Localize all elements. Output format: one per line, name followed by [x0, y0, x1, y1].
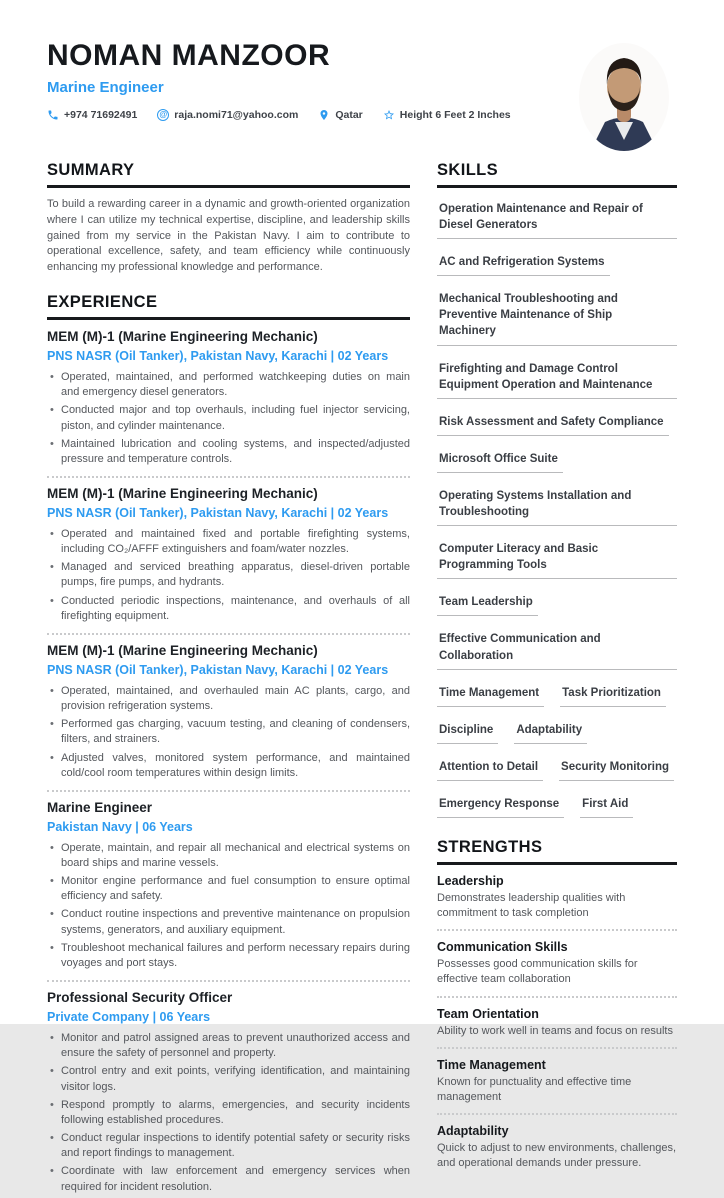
summary-text: To build a rewarding career in a dynamic and growth-oriented organization where I can utilize my technical expertise, discipline, and leadership skills gained from my service in the Pakistan Navy. I aim to contribute to operational excellence, safety, and team efficiency while continuously enhancing my professional knowledge and performance. [47, 198, 410, 274]
strength-item [437, 874, 677, 931]
skill-item: Firefighting and Damage Control Equipment Operation and Maintenance [437, 361, 677, 399]
strength-title: Communication Skills [437, 940, 568, 955]
profile-photo-image [578, 42, 670, 152]
strength-divider [437, 996, 677, 998]
strength-divider [437, 929, 677, 931]
entry-bullets [47, 527, 410, 624]
contact-email [157, 109, 298, 121]
skill-item: Discipline [437, 722, 498, 744]
skill-item: AC and Refrigeration Systems [437, 254, 610, 276]
entry-subtitle: PNS NASR (Oil Tanker), Pakistan Navy, Karachi | 02 Years [47, 505, 389, 520]
experience-entry [47, 800, 410, 982]
entry-divider [47, 476, 410, 478]
skill-item: Time Management [437, 685, 544, 707]
entry-bullets [47, 1031, 410, 1195]
bullet: • Respond promptly to alarms, emergencies, and security incidents following established procedures. [61, 1098, 410, 1128]
bullet: • Operate, maintain, and repair all mechanical and electrical systems on board ships and marine vessels. [61, 841, 410, 871]
contact-location [318, 109, 362, 121]
bullet: • Managed and serviced breathing apparatus, diesel-driven portable pumps, fire pumps, and hydrants. [61, 560, 410, 590]
entry-subtitle: Private Company | 06 Years [47, 1009, 211, 1024]
skill-item: Emergency Response [437, 796, 564, 818]
skill-item: Microsoft Office Suite [437, 451, 563, 473]
entry-title: MEM (M)-1 (Marine Engineering Mechanic) [47, 642, 318, 658]
profile-photo [578, 42, 670, 152]
skills-heading: SKILLS [437, 161, 677, 188]
skill-item: Task Prioritization [560, 685, 666, 707]
bullet: • Operated, maintained, and performed watchkeeping duties on main and emergency diesel generators. [61, 370, 410, 400]
strength-divider [437, 1047, 677, 1049]
bullet: • Conduct routine inspections and preventive maintenance on propulsion systems, generators, and auxiliary equipment. [61, 907, 410, 937]
skill-item: Operation Maintenance and Repair of Diesel Generators [437, 201, 677, 239]
bullet: • Operated and maintained fixed and portable firefighting systems, including CO₂/AFFF extinguishers and foam/water nozzles. [61, 527, 410, 557]
bullet: • Maintained lubrication and cooling systems, and inspected/adjusted pressure and temperature controls. [61, 437, 410, 467]
bullet: • Monitor engine performance and fuel consumption to ensure optimal efficiency and safety. [61, 874, 410, 904]
strength-item [437, 1058, 677, 1115]
strength-divider [437, 1113, 677, 1115]
bullet: • Adjusted valves, monitored system performance, and maintained cold/cool room temperatures within design limits. [61, 751, 410, 781]
entry-bullets [47, 370, 410, 467]
phone-number: +974 71692491 [64, 108, 138, 121]
skill-item: Operating Systems Installation and Troubleshooting [437, 488, 677, 526]
left-column [47, 161, 410, 1198]
entry-title: MEM (M)-1 (Marine Engineering Mechanic) [47, 329, 318, 345]
entry-subtitle: Pakistan Navy | 06 Years [47, 819, 193, 834]
strength-description: Possesses good communication skills for effective team collaboration [437, 958, 638, 986]
skills-section [437, 161, 677, 818]
experience-entry [47, 486, 410, 635]
strength-title: Adaptability [437, 1124, 509, 1139]
strength-description: Quick to adjust to new environments, challenges, and operational demands under pressure. [437, 1142, 677, 1170]
person-name: NOMAN MANZOOR [47, 39, 331, 72]
strengths-section [437, 838, 677, 1172]
strength-description: Ability to work well in teams and focus on results [437, 1024, 673, 1037]
bullet: • Performed gas charging, vacuum testing, and cleaning of condensers, filters, and strainers. [61, 717, 410, 747]
experience-entry [47, 643, 410, 792]
entry-divider [47, 633, 410, 635]
strength-item [437, 1007, 677, 1049]
strength-description: Demonstrates leadership qualities with commitment to task completion [437, 891, 626, 920]
skill-item: Effective Communication and Collaboration [437, 631, 677, 669]
entry-subtitle: PNS NASR (Oil Tanker), Pakistan Navy, Karachi | 02 Years [47, 662, 389, 677]
bullet: • Troubleshoot mechanical failures and perform necessary repairs during voyages and port stays. [61, 941, 410, 971]
skill-item: First Aid [580, 796, 633, 818]
star-icon [383, 109, 395, 121]
right-column [437, 161, 677, 1198]
skill-item: Attention to Detail [437, 759, 543, 781]
entry-bullets [47, 684, 410, 781]
strength-item [437, 940, 677, 997]
entry-title: Professional Security Officer [47, 990, 233, 1006]
experience-section [47, 293, 410, 1195]
entry-title: Marine Engineer [47, 799, 153, 815]
email-address: raja.nomi71@yahoo.com [174, 108, 299, 121]
bullet: • Conducted periodic inspections, maintenance, and overhauls of all firefighting equipment. [61, 594, 410, 624]
job-title: Marine Engineer [47, 78, 164, 96]
bullet: • Coordinate with law enforcement and emergency services when required for incident resolution. [61, 1164, 410, 1194]
contact-phone [47, 109, 137, 121]
strength-description: Known for punctuality and effective time management [437, 1075, 632, 1103]
skill-item: Security Monitoring [559, 759, 674, 781]
height-text: Height 6 Feet 2 Inches [399, 108, 511, 121]
skill-item: Team Leadership [437, 594, 538, 616]
skills-list [437, 201, 677, 818]
phone-icon [47, 109, 59, 121]
email-icon: @ [157, 109, 169, 121]
bullet: • Operated, maintained, and overhauled main AC plants, cargo, and provision refrigeration systems. [61, 684, 410, 714]
skill-item: Risk Assessment and Safety Compliance [437, 414, 669, 436]
bullet: • Control entry and exit points, verifying identification, and maintaining visitor logs. [61, 1064, 410, 1094]
strength-title: Time Management [437, 1057, 546, 1072]
experience-entry [47, 990, 410, 1195]
strength-title: Leadership [437, 873, 504, 888]
location-text: Qatar [335, 108, 363, 121]
content-columns [47, 161, 677, 1198]
entry-subtitle: PNS NASR (Oil Tanker), Pakistan Navy, Karachi | 02 Years [47, 349, 389, 364]
experience-heading: EXPERIENCE [47, 293, 410, 320]
entry-bullets [47, 841, 410, 971]
entry-title: MEM (M)-1 (Marine Engineering Mechanic) [47, 486, 318, 502]
bullet: • Conducted major and top overhauls, including fuel injector servicing, piston, and cylinder maintenance. [61, 403, 410, 433]
bullet: • Monitor and patrol assigned areas to prevent unauthorized access and ensure the safety of personnel and property. [61, 1031, 410, 1061]
skill-item: Mechanical Troubleshooting and Preventive Maintenance of Ship Machinery [437, 291, 677, 345]
location-pin-icon [318, 109, 330, 121]
skill-item: Computer Literacy and Basic Programming Tools [437, 541, 677, 579]
strength-title: Team Orientation [437, 1006, 539, 1021]
bullet: • Conduct regular inspections to identify potential safety or security risks and report findings to management. [61, 1131, 410, 1161]
summary-heading: SUMMARY [47, 161, 410, 188]
strengths-heading: STRENGTHS [437, 838, 677, 865]
entry-divider [47, 790, 410, 792]
experience-entry [47, 329, 410, 478]
contact-height [383, 109, 511, 121]
summary-section [47, 161, 410, 276]
entry-divider [47, 980, 410, 982]
strength-item [437, 1124, 677, 1171]
skill-item: Adaptability [514, 722, 587, 744]
